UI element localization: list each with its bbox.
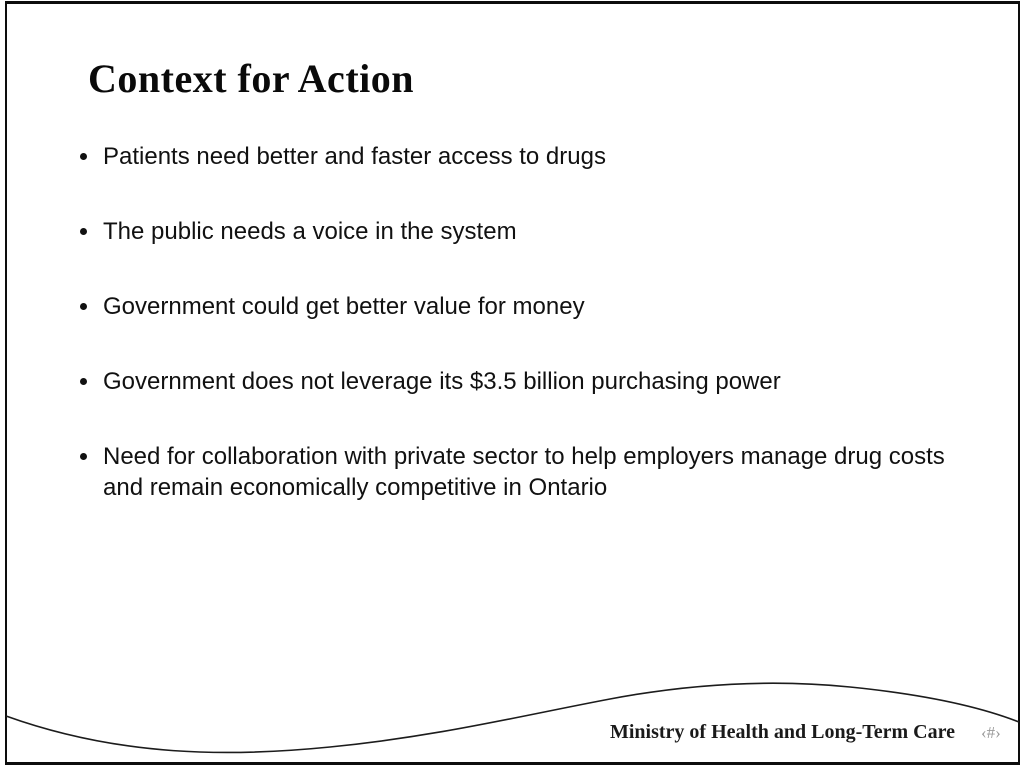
bullet-text: Government could get better value for money xyxy=(103,293,585,320)
bullet-icon xyxy=(80,303,87,310)
bullet-list xyxy=(80,141,970,503)
bullet-item xyxy=(80,366,970,397)
bullet-text: The public needs a voice in the system xyxy=(103,218,517,245)
bullet-icon xyxy=(80,228,87,235)
footer-organization: Ministry of Health and Long-Term Care xyxy=(610,721,955,743)
bullet-item xyxy=(80,141,970,172)
bullet-icon xyxy=(80,378,87,385)
bullet-text: Government does not leverage its $3.5 billion purchasing power xyxy=(103,368,781,395)
bullet-item xyxy=(80,216,970,247)
page-number-placeholder: ‹#› xyxy=(981,723,1001,742)
bullet-icon xyxy=(80,453,87,460)
bullet-item xyxy=(80,441,970,503)
bullet-text: Patients need better and faster access to drugs xyxy=(103,143,606,170)
bullet-text: Need for collaboration with private sector to help employers manage drug costs and remain economically competitive in Ontario xyxy=(103,443,945,501)
slide-title: Context for Action xyxy=(88,56,414,101)
footer xyxy=(610,719,1001,746)
bullet-icon xyxy=(80,153,87,160)
bullet-item xyxy=(80,291,970,322)
